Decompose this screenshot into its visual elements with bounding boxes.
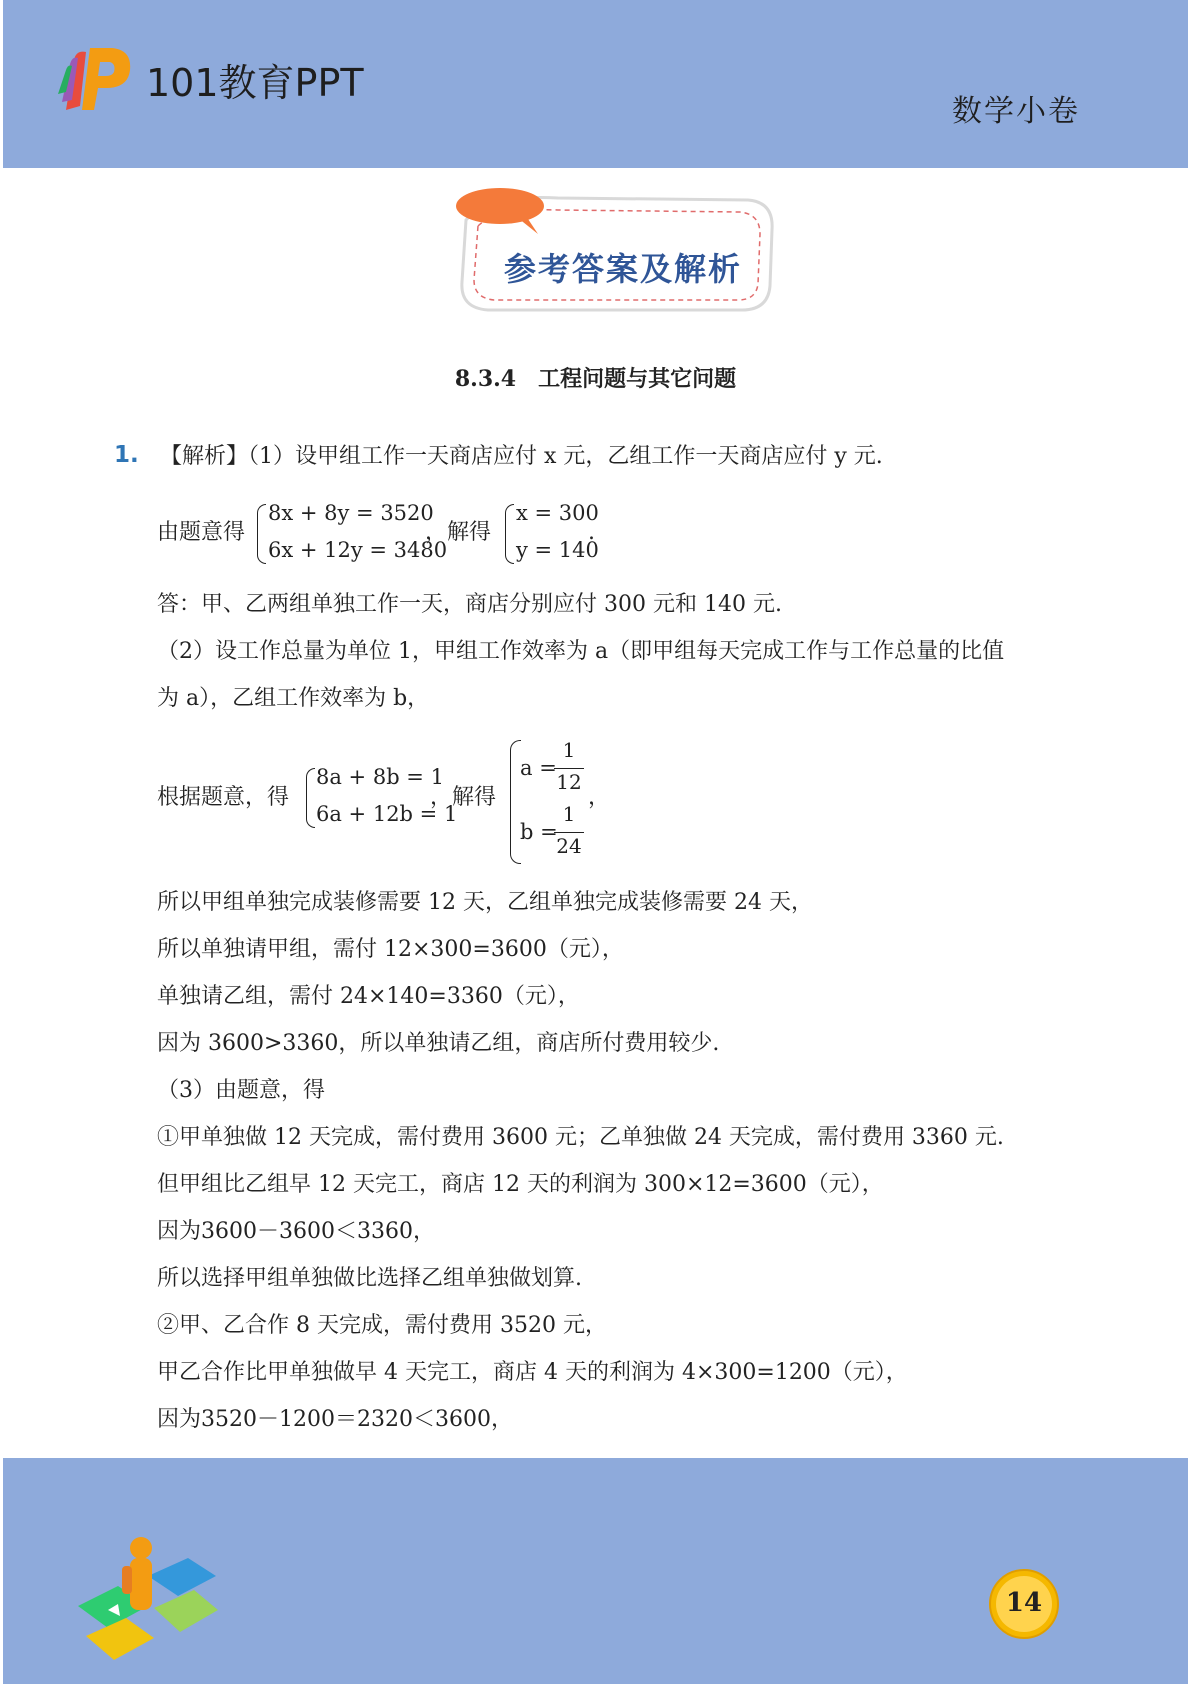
text-line: 所以单独请甲组，需付 12×300=3600（元），	[157, 937, 624, 962]
system2-left-brace	[306, 768, 315, 828]
system2-equation-1: 8a + 8b = 1	[316, 765, 444, 789]
solution1-end: .	[588, 520, 595, 545]
page-number: 14	[1005, 1588, 1043, 1618]
answer-part1: 答：甲、乙两组单独工作一天，商店分别应付 300 元和 140 元.	[157, 592, 782, 617]
system1-prefix: 由题意得	[157, 520, 246, 545]
text-line: 单独请乙组，需付 24×140=3360（元），	[157, 984, 580, 1009]
fraction-numerator: 1	[562, 738, 576, 762]
text-line: ①甲单独做 12 天完成，需付费用 3600 元；乙单独做 24 天完成，需付费用 3360 元.	[157, 1125, 1004, 1150]
text-line: （3）由题意，得	[157, 1078, 325, 1103]
text-line: 因为3600－3600＜3360，	[157, 1219, 435, 1244]
fraction-denominator: 12	[556, 770, 582, 794]
fraction-numerator: 1	[562, 802, 576, 826]
brand-name: 101教育PPT	[146, 61, 364, 105]
text-line: 因为3520－1200＝2320＜3600，	[157, 1407, 513, 1432]
system2-solve-label: ，解得	[430, 785, 497, 810]
part2-line-2: 为 a），乙组工作效率为 b，	[157, 686, 430, 711]
fraction-denominator: 24	[556, 834, 582, 858]
solution1-y: y = 140	[516, 538, 599, 562]
solution2-b-fraction	[554, 802, 584, 864]
text-line: 因为 3600>3360，所以单独请乙组，商店所付费用较少.	[157, 1031, 720, 1056]
system1-solve-label: ，解得	[425, 520, 492, 545]
section-title: 8.3.4 工程问题与其它问题	[454, 366, 737, 392]
question-intro: 【解析】（1）设甲组工作一天商店应付 x 元，乙组工作一天商店应付 y 元.	[160, 444, 883, 469]
text-line: 甲乙合作比甲单独做早 4 天完工，商店 4 天的利润为 4×300=1200（元），	[157, 1360, 908, 1385]
decorative-figure-icon	[68, 1536, 218, 1666]
system1-left-brace	[257, 504, 266, 564]
part2-line-1: （2）设工作总量为单位 1，甲组工作效率为 a（即甲组每天完成工作与工作总量的比值	[157, 639, 1005, 664]
text-line: 但甲组比乙组早 12 天完工，商店 12 天的利润为 300×12=3600（元），	[157, 1172, 884, 1197]
text-line: 所以选择甲组单独做比选择乙组单独做划算.	[157, 1266, 582, 1291]
system1-equation-2: 6x + 12y = 3480	[268, 538, 448, 562]
solution2-end: ，	[588, 785, 611, 810]
solution2-a-lhs: a =	[520, 756, 557, 780]
solution1-left-brace	[505, 504, 514, 564]
text-line: ②甲、乙合作 8 天完成，需付费用 3520 元，	[157, 1313, 607, 1338]
solution2-a-fraction	[554, 738, 584, 800]
system2-prefix: 根据题意，得	[157, 785, 290, 810]
banner-title: 参考答案及解析	[503, 250, 742, 288]
text-line: 所以甲组单独完成装修需要 12 天，乙组单独完成装修需要 24 天，	[157, 890, 813, 915]
system2-equation-2: 6a + 12b = 1	[316, 802, 458, 826]
solution1-x: x = 300	[516, 501, 599, 525]
solution2-b-lhs: b =	[520, 820, 558, 844]
system1-equation-1: 8x + 8y = 3520	[268, 501, 434, 525]
question-number: 1.	[114, 442, 139, 468]
brand-logo-icon	[56, 40, 136, 116]
document-type-label: 数学小卷	[952, 94, 1080, 129]
